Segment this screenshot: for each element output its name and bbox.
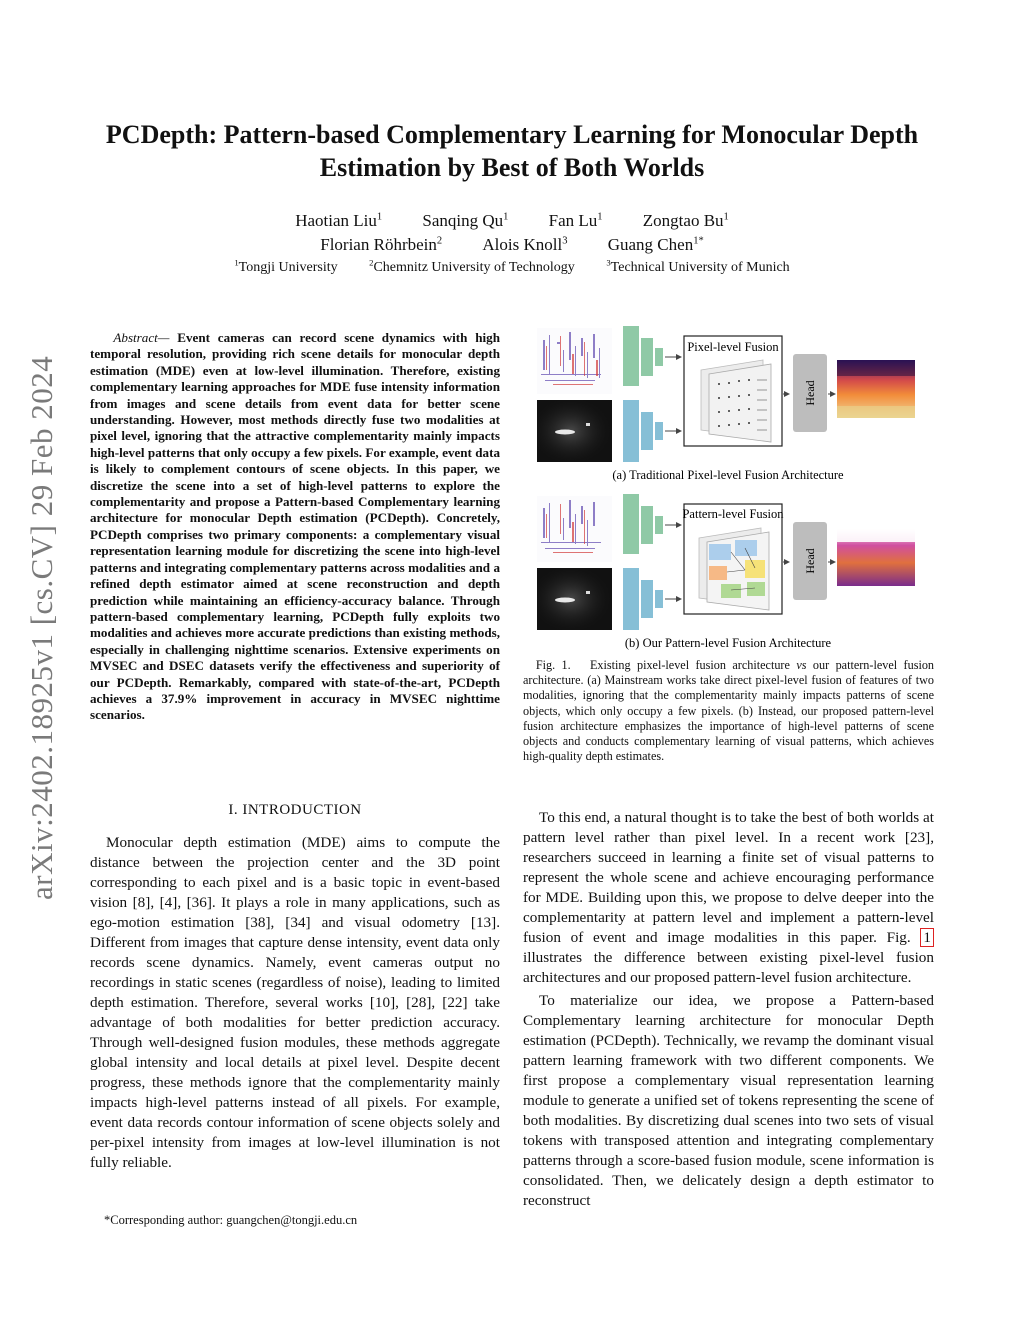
author-list bbox=[100, 209, 924, 257]
event-image bbox=[537, 496, 612, 562]
paper-title: PCDepth: Pattern-based Complementary Learning for Monocular Depth Estimation by Best of Both Worlds bbox=[105, 120, 919, 182]
intro-column-1 bbox=[90, 833, 500, 1173]
author: Alois Knoll$^3$ bbox=[482, 235, 568, 254]
encoder-block bbox=[655, 348, 663, 366]
intro-column-2 bbox=[523, 808, 934, 1211]
panel-b bbox=[537, 494, 915, 630]
encoder-block bbox=[623, 326, 639, 386]
encoder-block bbox=[623, 494, 639, 554]
paragraph: To materialize our idea, we propose a Pattern-based Complementary learning architecture for monocular Depth estimation (PCDepth). Technically, we revamp the dominant visual pattern learning framework with two different components. We first propose a complementary visual representation learning module to generate a unified set of tokens representing the scene of both modalities. By discretizing dual scenes into two sets of visual tokens with transposed attention and integrating complementary patterns through a score-based fusion module, scene information is consolidated. Then, we delicately design a depth estimator to reconstruct bbox=[523, 992, 934, 1209]
fusion-box-label: Pixel-level Fusion bbox=[687, 340, 779, 354]
event-image bbox=[537, 328, 612, 394]
author: Florian Röhrbein$^2$ bbox=[320, 235, 443, 254]
affiliations bbox=[100, 258, 924, 278]
encoder-block bbox=[641, 338, 653, 376]
paragraph: To this end, a natural thought is to take the best of both worlds at pattern level rather than pixel level. In a recent work [23], researchers succeed in learning a finite set of visual patterns to represent the whole scene and achieve encouraging performance for MDE. Building upon this, we propose to delve deeper into the complementarity at pattern level and implement a pattern-level fusion of event and image modalities in this paper. Fig. 1 illustrates the difference between existing pixel-level fusion architectures and our proposed pattern-level fusion architecture. bbox=[523, 809, 934, 986]
author: Haotian Liu$^1$ bbox=[295, 211, 383, 230]
arxiv-stamp: arXiv:2402.18925v1 [cs.CV] 29 Feb 2024 bbox=[24, 355, 59, 900]
caption-label: Fig. 1. bbox=[535, 658, 571, 672]
caption-b: (b) Our Pattern-level Fusion Architecture bbox=[624, 636, 832, 650]
caption-vs: vs bbox=[796, 658, 807, 672]
abstract: Abstract— Event cameras can record scene dynamics with high temporal resolution, providing rich scene details for monocular depth estimation (MDE) even at low-level illumination. Therefore, existing complementary learning approaches for MDE fuse intensity information from images and scene details from event data for better scene understanding. However, most methods directly fuse two modalities at pixel level, ignoring that the attractive complementarity mainly impacts high-level patterns that only occupy a few pixels. For example, event data is likely to complement contours of scene objects. In this paper, we discretize the scene into a set of high-level patterns to explore the complementarity and propose a Pattern-based Complementary learning architecture for monocular Depth estimation (PCDepth). Concretely, PCDepth comprises two primary components: a complementary visual representation learning module for discretizing the scene into high-level patterns and integrating complementary patterns across modalities and a refined depth estimator aimed at scene reconstruction and depth prediction while maintaining an efficiency-accuracy balance. Through pattern-based complementary learning, PCDepth fully exploits two modalities and achieves more accurate predictions than existing methods, especially in challenging nighttime scenarios. Extensive experiments on MVSEC and DSEC datasets verify the effectiveness and superiority of our PCDepth. Remarkably, compared with state-of-the-art, PCDepth achieves a 37.9% improvement in accuracy in MVSEC nighttime scenarios. bbox=[90, 330, 500, 723]
author: Sanqing Qu$^1$ bbox=[422, 211, 509, 230]
caption-text: Existing pixel-level fusion architecture bbox=[589, 658, 790, 672]
author: Guang Chen$^{1*}$ bbox=[607, 235, 704, 254]
encoder-block bbox=[641, 412, 653, 450]
night-image bbox=[537, 568, 612, 630]
abstract-text: Event cameras can record scene dynamics with high temporal resolution, providing rich scene details for monocular depth estimation (MDE) even at low-level illumination. Therefore, existing complementary learning approaches for MDE fuse intensity information from images and scene details from event data for better scene understanding. However, most methods directly fuse two modalities at pixel level, ignoring that the attractive complementarity mainly impacts high-level patterns that only occupy a few pixels. For example, event data is likely to complement contours of scene objects. In this paper, we discretize the scene into a set of high-level patterns to explore the complementarity and propose a Pattern-based Complementary learning architecture for monocular Depth estimation (PCDepth). Concretely, PCDepth comprises two primary components: a complementary visual representation learning module for discretizing the scene into high-level patterns and integrating complementary patterns across modalities and a refined depth estimator aimed at scene reconstruction and depth prediction while maintaining an efficiency-accuracy balance. Through pattern-based complementary learning, PCDepth fully exploits two modalities and achieves more accurate predictions than existing methods, especially in challenging nighttime scenarios. Extensive experiments on MVSEC and DSEC datasets verify the effectiveness and superiority of our PCDepth. Remarkably, compared with state-of-the-art, PCDepth achieves a 37.9% improvement in accuracy in MVSEC nighttime scenarios. bbox=[90, 330, 500, 723]
figure-1 bbox=[523, 320, 934, 655]
figure-ref-link[interactable]: 1 bbox=[920, 928, 934, 947]
affiliation: $^3$Technical University of Munich bbox=[606, 257, 790, 275]
author: Fan Lu$^1$ bbox=[548, 211, 603, 230]
paragraph: Monocular depth estimation (MDE) aims to compute the distance between the projection center and the 3D point corresponding to each pixel and is a basic topic in event-based vision [8], [4], [36]. It plays a role in many applications, such as ego-motion estimation [38], [34] and visual odometry [13]. Different from images that capture dense intensity, event data only records scene dynamics. Namely, event cameras output no recordings in static scenes (regardless of noise), leading to limited depth estimation. Therefore, several works [10], [28], [22] take advantage of both modalities for better prediction accuracy. Through well-designed fusion modules, these methods aggregate global intensity and local details at pixel level. Despite decent progress, these methods ignore that the complementarity mainly impacts high-level patterns instead of all pixels. For example, event data records contour information of scene objects solely and per-pixel intensity from images at low-level illumination is not fully reliable. bbox=[90, 834, 500, 1171]
head-label: Head bbox=[803, 548, 817, 574]
abstract-label: Abstract bbox=[113, 330, 158, 345]
encoder-block bbox=[623, 400, 639, 462]
encoder-block bbox=[641, 580, 653, 618]
encoder-block bbox=[655, 516, 663, 534]
fusion-box-label: Pattern-level Fusion bbox=[682, 507, 784, 521]
depth-map bbox=[837, 528, 915, 586]
depth-map bbox=[837, 360, 915, 418]
night-image bbox=[537, 400, 612, 462]
section-heading: I. INTRODUCTION bbox=[228, 802, 362, 818]
caption-a: (a) Traditional Pixel-level Fusion Architecture bbox=[612, 468, 844, 482]
encoder-block bbox=[623, 568, 639, 630]
panel-a bbox=[537, 326, 915, 462]
caption-text: our pattern-level fusion architecture. (a) Mainstream works take direct pixel-level fusion of features of two modalities, ignoring that the complementarity mainly impacts patterns of scene objects, which only occupy a few pixels. (b) Instead, our proposed pattern-level fusion architecture emphasizes the importance of high-level patterns of scene objects and conducts complementary learning of visual patterns, which achieves high-quality depth estimates. bbox=[523, 658, 935, 764]
figure-caption bbox=[523, 658, 934, 764]
head-label: Head bbox=[803, 380, 817, 406]
encoder-block bbox=[655, 590, 663, 608]
encoder-block bbox=[655, 422, 663, 440]
encoder-block bbox=[641, 506, 653, 544]
affiliation: $^2$Chemnitz University of Technology bbox=[369, 257, 575, 275]
affiliation: $^1$Tongji University bbox=[234, 257, 338, 275]
author: Zongtao Bu$^1$ bbox=[642, 211, 729, 230]
footnote: *Corresponding author: guangchen@tongji.edu.cn bbox=[104, 1213, 358, 1227]
